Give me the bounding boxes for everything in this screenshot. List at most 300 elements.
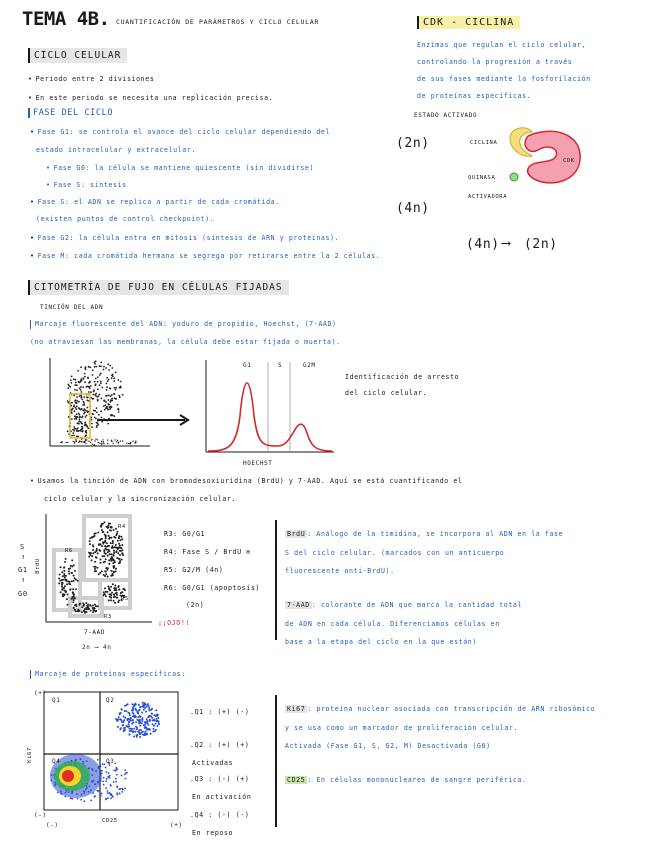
scatter-dot [85, 602, 87, 604]
scatter-dot [114, 585, 116, 587]
scatter-dot [128, 718, 130, 720]
scatter-dot [65, 591, 67, 593]
scatter-dot [119, 545, 121, 547]
scatter-dot [105, 558, 107, 560]
scatter-dot [93, 607, 95, 609]
scatter-dot [64, 561, 66, 563]
scatter-dot [103, 591, 105, 593]
scatter-dot [78, 604, 80, 606]
scatter-dot [147, 729, 149, 731]
brdu-intro-line1: • Usamos la tinción de ADN con bromodesoxiuridina (BrdU) y 7-AAD. Aquí se está cuantificando el [30, 477, 463, 486]
scatter-dot [90, 610, 92, 612]
scatter-dot [81, 417, 83, 419]
scatter-dot [72, 432, 74, 434]
scatter-dot [105, 595, 107, 597]
scatter-dot [128, 733, 130, 735]
ciclo-heading: CICLO CELULAR [28, 48, 127, 63]
scatter-dot [85, 442, 86, 443]
scatter-dot [83, 610, 85, 612]
scatter-dot [114, 561, 116, 563]
cdk-estado: ESTADO ACTIVADO [414, 112, 478, 119]
scatter-dot [105, 367, 107, 369]
scatter-dot [129, 730, 131, 732]
scatter-dot [92, 369, 94, 371]
scatter-dot [93, 444, 94, 445]
aad-def-line1: 7-AAD : colorante de ADN que marca la cantidad total [287, 601, 523, 609]
scatter-dot [111, 367, 113, 369]
scatter-dot [94, 361, 96, 363]
scatter-dot [101, 398, 103, 400]
scatter-dot [87, 608, 89, 610]
scatter-dot [105, 546, 107, 548]
scatter-dot [117, 787, 119, 789]
scatter-dot [58, 578, 60, 580]
scatter-dot [139, 715, 141, 717]
scatter-dot [117, 540, 119, 542]
lbl-r3: R3 [104, 614, 112, 620]
scatter-dot [136, 711, 138, 713]
scatter-dot [111, 406, 113, 408]
scatter-dot [103, 784, 105, 786]
cdk-desc1: Enzimas que regulan el ciclo celular, [417, 41, 587, 49]
scatter-dot [81, 431, 83, 433]
scatter-dot [99, 374, 101, 376]
scatter-dot [71, 418, 73, 420]
brdu-def-line1: BrdU : Análogo de la timidina, se incorpora al ADN en la fase [287, 530, 564, 538]
scatter-dot [104, 587, 106, 589]
scatter-dot [91, 417, 93, 419]
scatter-dot [86, 397, 88, 399]
scatter-dot [58, 582, 60, 584]
scatter-dot [150, 733, 152, 735]
lbl-r4: R4 [118, 524, 126, 530]
ploidy-2n-m: (2n) [524, 237, 558, 252]
scatter-dot [70, 565, 72, 567]
scatter-dot [95, 366, 97, 368]
scatter-dot [125, 772, 127, 774]
scatter-dot [117, 404, 119, 406]
scatter-dot [112, 547, 114, 549]
scatter-dot [115, 372, 117, 374]
scatter-dot [130, 443, 131, 444]
scatter-dot [153, 714, 155, 716]
scatter-dot [105, 537, 107, 539]
scatter-dot [99, 384, 101, 386]
scatter-dot [107, 399, 109, 401]
scatter-dot [104, 570, 106, 572]
scatter-dot [110, 537, 112, 539]
scatter-dot [71, 402, 73, 404]
scatter-dot [107, 423, 109, 425]
scatter-dot [97, 532, 99, 534]
g2-line: • Fase G2: la célula entra en mitosis (síntesis de ARN y proteínas). [30, 234, 339, 243]
hist-g1: G1 [243, 362, 252, 369]
scatter-dot [106, 383, 108, 385]
scatter-dot [86, 415, 88, 417]
scatter-dot [122, 724, 124, 726]
scatter-dot [80, 799, 82, 801]
scatter-dot [67, 604, 69, 606]
scatter-dot [63, 566, 65, 568]
scatter-dot [63, 587, 65, 589]
scatter-dot [83, 413, 85, 415]
scatter-dot [85, 440, 86, 441]
scatter-dot [71, 376, 73, 378]
scatter-dot [98, 394, 100, 396]
scatter-dot [91, 559, 93, 561]
histogram-curve [208, 383, 332, 451]
scatter-dot [63, 570, 65, 572]
scatter-dot [94, 417, 96, 419]
scatter-dot [122, 721, 124, 723]
scatter-dot [133, 731, 135, 733]
scatter-dot [109, 529, 111, 531]
scatter-dot [106, 542, 108, 544]
scatter-dot [108, 395, 110, 397]
scatter-dot [92, 398, 94, 400]
ax-2n4n: 2n ⟶ 4n [82, 644, 112, 651]
scatter-dot [73, 599, 75, 601]
scatter-dot [63, 573, 65, 575]
scatter-dot [116, 533, 118, 535]
scatter-dot [90, 800, 92, 802]
scatter-dot [73, 596, 75, 598]
cdk-heading: CDK - CICLINA [417, 16, 520, 29]
scatter-dot [67, 431, 69, 433]
scatter-dot [107, 531, 109, 533]
scatter-dot [102, 555, 104, 557]
scatter-dot [124, 710, 126, 712]
scatter-dot [123, 716, 125, 718]
scatter-dot [110, 414, 112, 416]
scatter-dot [105, 573, 107, 575]
scatter-dot [113, 393, 115, 395]
scatter-dot [118, 716, 120, 718]
scatter-dot [132, 709, 134, 711]
scatter-dot [155, 723, 157, 725]
scatter-dot [109, 526, 111, 528]
scatter-dot [88, 441, 89, 442]
scatter-dot [111, 375, 113, 377]
scatter-dot [81, 422, 83, 424]
scatter-dot [74, 426, 76, 428]
scatter-dot [107, 569, 109, 571]
scatter-dot [120, 387, 122, 389]
scatter-dot [96, 557, 98, 559]
scatter-dot [95, 383, 97, 385]
scatter-dot [97, 424, 99, 426]
scatter-dot [73, 594, 75, 596]
q4-label: Q4 [52, 758, 61, 765]
scatter-dot [122, 394, 124, 396]
scatter-dot [108, 523, 110, 525]
scatter-dot [90, 391, 92, 393]
scatter-dot [99, 443, 100, 444]
ciclo-line2: • En este periodo se necesita una replicación precisa. [28, 94, 273, 103]
hoechst-label: HOECHST [243, 460, 273, 467]
scatter-dot [141, 718, 143, 720]
scatter-dot [105, 401, 107, 403]
scatter-dot [63, 590, 65, 592]
scatter-dot [83, 408, 85, 410]
scatter-dot [104, 534, 106, 536]
scatter-dot [108, 379, 110, 381]
scatter-dot [121, 559, 123, 561]
scatter-dot [62, 579, 64, 581]
scatter-dot [113, 781, 115, 783]
scatter-dot [85, 430, 87, 432]
scatter-dot [95, 438, 96, 439]
scatter-dot [134, 442, 135, 443]
scatter-dot [101, 421, 103, 423]
scatter-dot [139, 732, 141, 734]
scatter-dot [100, 410, 102, 412]
scatter-dot [138, 704, 140, 706]
scatter-dot [85, 416, 87, 418]
scatter-dot [77, 427, 79, 429]
scatter-dot [97, 381, 99, 383]
scatter-dot [94, 795, 96, 797]
scatter-dot [73, 580, 75, 582]
scatter-dot [102, 439, 103, 440]
scatter-dot [100, 562, 102, 564]
scatter-dot [67, 442, 68, 443]
scatter-dot [86, 410, 88, 412]
scatter-dot [113, 770, 115, 772]
scatter-dot [78, 381, 80, 383]
scatter-dot [135, 721, 137, 723]
scatter-dot [95, 395, 97, 397]
scatter-dot [131, 730, 133, 732]
scatter-dot [142, 702, 144, 704]
scatter-dot [135, 709, 137, 711]
ax-ki67: Ki67 [26, 747, 33, 763]
scatter-dot [120, 440, 121, 441]
scatter-dot [90, 385, 92, 387]
scatter-dot [110, 599, 112, 601]
scatter-dot [67, 400, 69, 402]
scatter-dot [107, 576, 109, 578]
marcaje-line1: Marcaje fluorescente del ADN: yoduro de propidio, Hoechst, (7-AAD) [30, 320, 337, 329]
scatter-dot [78, 430, 80, 432]
marcaje-line2: (no atraviesan las membranas, la célula debe estar fijada o muerta). [30, 338, 341, 346]
cdk-diagram [460, 122, 600, 202]
scatter-dot [112, 574, 114, 576]
scatter-dot [115, 570, 117, 572]
scatter-dot [121, 547, 123, 549]
scatter-dot [116, 792, 118, 794]
scatter-dot [80, 430, 82, 432]
scatter-dot [116, 441, 117, 442]
scatter-dot [104, 541, 106, 543]
scatter-dot [87, 427, 89, 429]
scatter-dot [119, 539, 121, 541]
scatter-dot [114, 602, 116, 604]
scatter-dot [108, 563, 110, 565]
scatter-dot [114, 596, 116, 598]
scatter-dot [94, 381, 96, 383]
scatter-dot [96, 396, 98, 398]
scatter-dot [121, 553, 123, 555]
scatter-dot [142, 734, 144, 736]
scatter-dot [117, 586, 119, 588]
hist-g2m: G2M [303, 362, 316, 369]
scatter-dot [110, 597, 112, 599]
scatter-dot [80, 386, 82, 388]
scatter-dot [114, 546, 116, 548]
scatter-dot [78, 401, 80, 403]
scatter-dot [115, 718, 117, 720]
scatter-dot [97, 439, 98, 440]
scatter-dot [103, 594, 105, 596]
scatter-dot [100, 362, 102, 364]
ident-line1: Identificación de arresto [345, 373, 460, 381]
scatter-dot [73, 607, 75, 609]
ax-g1: G1 [18, 566, 28, 574]
scatter-dot [121, 788, 123, 790]
scatter-dot [80, 366, 82, 368]
scatter-dot [148, 705, 150, 707]
scatter-dot [123, 727, 125, 729]
scatter-dot [153, 728, 155, 730]
q4-desc: .Q4 : (-) (-) [190, 811, 250, 819]
scatter-dot [158, 720, 160, 722]
scatter-dot [84, 425, 86, 427]
ax-brdu: BrdU [34, 558, 41, 574]
scatter-dot [84, 381, 86, 383]
scatter-dot [100, 525, 102, 527]
scatter-dot [95, 605, 97, 607]
scatter-dot [95, 610, 97, 612]
scatter-dot [65, 558, 67, 560]
scatter-dot [70, 379, 72, 381]
scatter-dot [114, 763, 116, 765]
scatter-dot [115, 781, 117, 783]
scatter-dot [81, 391, 83, 393]
scatter-dot [132, 715, 134, 717]
scatter-dot [84, 411, 86, 413]
scatter-dot [109, 775, 111, 777]
scatter-dot [87, 377, 89, 379]
scatter-dot [156, 720, 158, 722]
scatter-dot [128, 723, 130, 725]
scatter-dot [111, 398, 113, 400]
scatter-dot [135, 441, 136, 442]
scatter-dot [107, 439, 108, 440]
scatter-dot [103, 369, 105, 371]
scatter-dot [121, 775, 123, 777]
scatter-dot [147, 720, 149, 722]
scatter-dot [113, 550, 115, 552]
scatter-dot [72, 588, 74, 590]
scatter-dot [72, 429, 74, 431]
quinasa-label: QUINASA [468, 175, 496, 181]
cdk-desc4: de proteínas específicas. [417, 92, 532, 100]
scatter-dot [156, 725, 158, 727]
scatter-dot [73, 575, 75, 577]
scatter-dot [110, 399, 112, 401]
scatter-dot [61, 571, 63, 573]
scatter-dot [74, 389, 76, 391]
scatter-dot [124, 788, 126, 790]
scatter-dot [118, 547, 120, 549]
scatter-dot [102, 531, 104, 533]
scatter-dot [108, 404, 110, 406]
scatter-dot [113, 443, 114, 444]
scatter-dot [78, 413, 80, 415]
dna-histogram [198, 356, 338, 456]
scatter-dot [144, 702, 146, 704]
scatter-dot [121, 544, 123, 546]
scatter-dot [77, 423, 79, 425]
scatter-dot [92, 611, 94, 613]
scatter-dot [69, 581, 71, 583]
scatter-dot [77, 436, 79, 438]
scatter-dot [106, 549, 108, 551]
scatter-dot [110, 785, 112, 787]
scatter-dot [107, 790, 109, 792]
scatter-dot [155, 709, 157, 711]
scatter-dot [134, 731, 136, 733]
scatter-dot [95, 566, 97, 568]
scatter-dot [115, 398, 117, 400]
scatter-dot [97, 388, 99, 390]
scatter-dot [84, 442, 85, 443]
scatter-dot [106, 386, 108, 388]
scatter-dot [153, 719, 155, 721]
ciclina-label: CICLINA [470, 140, 498, 146]
scatter-dot [76, 396, 78, 398]
scatter-dot [102, 763, 104, 765]
scatter-dot [131, 723, 133, 725]
scatter-dot [141, 720, 143, 722]
ciclo-line1: • Periodo entre 2 divisiones [28, 75, 154, 84]
scatter-dot [101, 793, 103, 795]
scatter-dot [78, 421, 80, 423]
scatter-dot [72, 601, 74, 603]
scatter-dot [100, 538, 102, 540]
scatter-dot [119, 554, 121, 556]
scatter-dot [115, 528, 117, 530]
scatter-dot [96, 422, 98, 424]
scatter-dot [76, 389, 78, 391]
brdu-def-line3: fluorescente anti-BrdU). [285, 567, 395, 575]
scatter-dot [96, 567, 98, 569]
ki67-def-line1: Ki67 : proteína nuclear asociada con transcripción de ARN ribosómico [287, 705, 596, 713]
scatter-dot [105, 553, 107, 555]
scatter-dot [105, 407, 107, 409]
scatter-dot [107, 555, 109, 557]
scatter-dot [111, 441, 112, 442]
ax-7aad: 7-AAD [84, 629, 106, 636]
plot-minus-y: (-) [34, 812, 47, 819]
scatter-dot [115, 551, 117, 553]
scatter-dot [93, 389, 95, 391]
scatter-dot [113, 567, 115, 569]
scatter-dot [145, 711, 147, 713]
scatter-dot [113, 380, 115, 382]
scatter-dot [110, 542, 112, 544]
scatter-dot [107, 526, 109, 528]
brdu-def-line2: S del ciclo celular. (marcados con un anticuerpo [285, 549, 505, 557]
scatter-dot [60, 442, 61, 443]
scatter-dot [94, 410, 96, 412]
ax-s: S [20, 543, 25, 551]
scatter-dot [82, 377, 84, 379]
scatter-dot [120, 381, 122, 383]
scatter-dot [113, 536, 115, 538]
scatter-dot [121, 549, 123, 551]
